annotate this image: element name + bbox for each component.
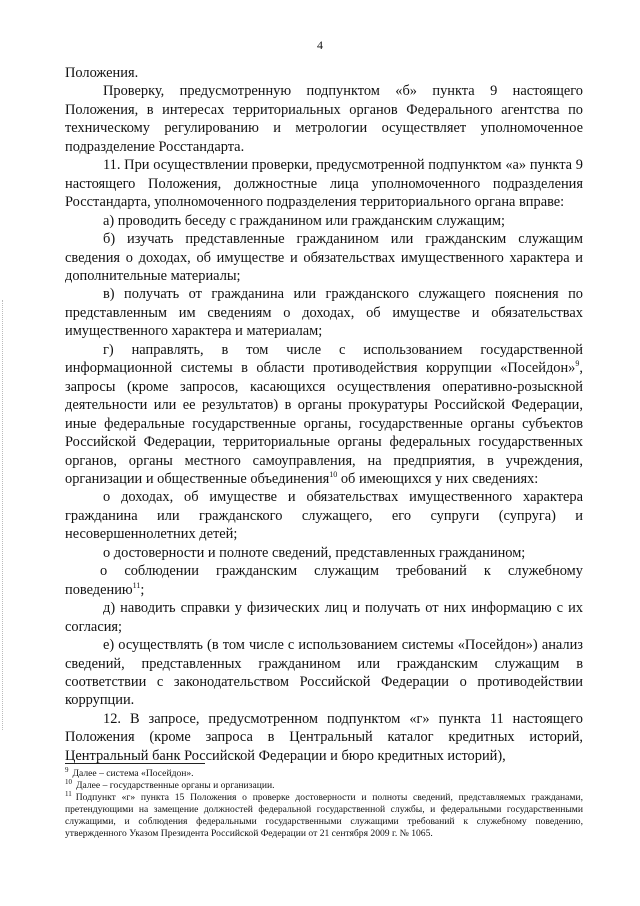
footnote-10 [65,780,583,792]
footnote-9 [65,768,583,780]
paragraph-11: 11. При осуществлении проверки, предусмотренной подпунктом «а» пункта 9 настоящего Положения, должностные лица уполномоченного подразделения Росстандарта, уполномоченного подразделения территориального органа вправе: [65,157,583,211]
item-g [65,341,583,489]
footnotes [65,768,583,840]
item-b: б) изучать представленные гражданином или гражданским служащим сведения о доходах, об имуществе и обязательствах имущественного характера и дополнительные материалы; [65,231,583,284]
footnote-text: Подпункт «г» пункта 15 Положения о проверке достоверности и полноты сведений, представляемых гражданами, претендующими на замещение должностей федеральной государственной службы, и федеральными государственными служащими, и соблюдения федеральными государственными служащими требований к служебному поведению, утвержденного Указом Президента Российской Федерации от 21 сентября 2009 г. № 1065. [65,792,583,839]
paragraph-verification: Проверку, предусмотренную подпунктом «б» пункта 9 настоящего Положения, в интересах территориальных органов Федерального агентства по техническому регулированию и метрологии осуществляет уполномоченное подразделение Росстандарта. [65,83,583,155]
sub-item-accuracy: о достоверности и полноте сведений, представленных гражданином; [103,544,526,561]
item-g-part3: об имеющихся у них сведениях: [337,470,539,487]
item-d: д) наводить справки у физических лиц и получать от них информацию с их согласия; [65,600,583,635]
body-text [65,64,583,765]
item-a: а) проводить беседу с гражданином или гражданским служащим; [103,212,506,229]
footnote-ref-10: 10 [329,469,338,479]
footnote-11 [65,792,583,840]
sub-item-conduct-end: ; [140,581,145,598]
footnote-text: Далее – система «Посейдон». [72,768,194,779]
footnote-ref-11: 11 [132,580,141,590]
item-g-part2: , запросы (кроме запросов, касающихся осуществления оперативно-розыскной деятельности или ее результатов) в органы прокуратуры Российской Федерации, иные федеральные государственные органы, государственные органы субъектов Российской Федерации, территориальные органы федеральных государственных органов, органы местного самоуправления, на предприятия, в учреждения, организации и общественные объединения [65,360,583,487]
footnote-num: 9 [65,766,69,774]
footnote-text: Далее – государственные органы и организации. [76,780,275,791]
paragraph-continuation: Положения. [65,65,139,81]
item-g-part1: г) направлять, в том числе с использованием государственной информационной системы в области противодействия коррупции «Посейдон» [65,341,583,377]
footnote-divider [65,763,205,764]
paragraph-12: 12. В запросе, предусмотренном подпунктом «г» пункта 11 настоящего Положения (кроме запроса в Центральный каталог кредитных историй, Центральный банк Российской Федерации и бюро кредитных историй), [65,710,583,764]
item-e: е) осуществлять (в том числе с использованием системы «Посейдон») анализ сведений, представленных гражданином или гражданским служащим в соответствии с законодательством Российской Федерации о противодействии коррупции. [65,637,583,709]
sub-item-conduct [65,562,583,599]
footnote-ref-9: 9 [575,359,580,369]
scan-margin-marks [2,300,6,730]
footnote-num: 10 [65,778,72,786]
footnote-num: 11 [65,790,72,798]
sub-item-conduct-text: о соблюдении гражданским служащим требований к служебному поведению [65,563,583,598]
item-v: в) получать от гражданина или гражданского служащего пояснения по представленным им сведениям о доходах, об имуществе и обязательствах имущественного характера и материалам; [65,286,583,340]
sub-item-income: о доходах, об имуществе и обязательствах имущественного характера гражданина или гражданского служащего, его супруги (супруга) и несовершеннолетних детей; [65,489,583,543]
page-number: 4 [317,38,323,52]
